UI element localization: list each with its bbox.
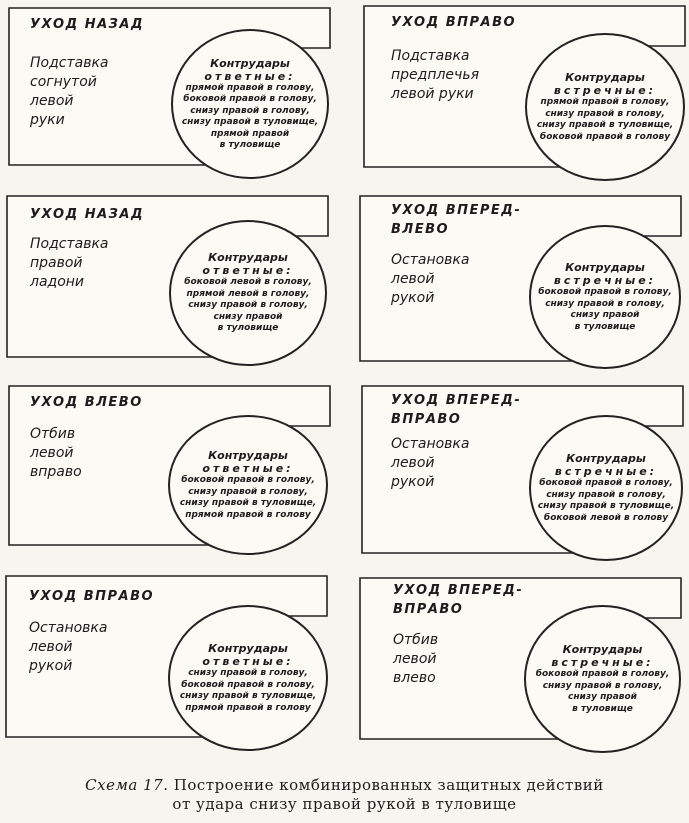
caption-text-2: от удара снизу правой рукой в туловище [172, 795, 517, 813]
counter-line: боковой правой в голову, [538, 287, 672, 297]
counter-type: ответные: [202, 264, 294, 278]
card-action: Подставка согнутой левой руки [30, 55, 109, 128]
scheme-card [8, 7, 338, 187]
counter-line: снизу правой в голову, [546, 489, 666, 500]
counter-line: боковой правой в голову, [535, 669, 670, 679]
counter-circle [171, 29, 329, 179]
counter-line: боковой левой в голову [543, 512, 669, 523]
counter-line: снизу правой [213, 311, 283, 322]
counter-line: снизу правой в голову, [190, 105, 310, 116]
counter-line: в туловище [574, 321, 636, 332]
counter-line: снизу правой в голову, [542, 680, 663, 691]
card-direction: УХОД ВЛЕВО [30, 395, 143, 410]
counter-line: снизу правой в голову, [545, 298, 665, 309]
counter-type: ответные: [204, 69, 296, 83]
card-action: Подставка предплечья левой руки [391, 48, 479, 102]
counter-line: прямой правой в голову [185, 702, 311, 713]
counter-circle [524, 605, 681, 753]
counter-line: боковой правой в голову, [539, 478, 673, 488]
counter-line: снизу правой в голову, [188, 486, 308, 497]
scheme-card [363, 5, 689, 185]
scheme-card [361, 385, 689, 565]
counter-line: боковой правой в голову, [181, 679, 315, 690]
counter-line: боковой правой в голову, [183, 94, 317, 104]
counter-circle [168, 415, 328, 555]
counter-title: Контрудары [565, 261, 645, 274]
card-direction: УХОД ВПЕРЕД- ВПРАВО [391, 393, 522, 427]
caption-text-1: Построение комбинированных защитных действий [173, 776, 604, 794]
caption-line-1 [0, 776, 689, 795]
counter-title: Контрудары [210, 56, 290, 70]
counter-line: боковой левой в голову, [184, 277, 312, 288]
card-action: Остановка левой рукой [391, 436, 470, 490]
counter-line: снизу правой в голову, [188, 668, 308, 678]
counter-line: снизу правой в туловище, [536, 120, 674, 130]
counter-line: прямой правой в голову [185, 509, 311, 520]
counter-line: в туловище [219, 140, 281, 150]
counter-line: снизу правой в туловище, [179, 498, 317, 508]
scheme-card [5, 575, 335, 755]
counter-type: ответные: [202, 655, 294, 668]
caption-label: Схема 17. [85, 776, 169, 794]
scheme-card [6, 195, 336, 375]
counter-type: встречные: [553, 274, 657, 287]
card-action: Остановка левой рукой [391, 252, 470, 306]
counter-line: снизу правой [567, 692, 637, 702]
counter-circle [169, 220, 327, 366]
counter-line: боковой правой в голову [539, 131, 671, 142]
counter-line: снизу правой в голову, [188, 300, 308, 311]
card-direction: УХОД НАЗАД [30, 207, 145, 222]
scheme-card [359, 195, 689, 375]
counter-title: Контрудары [565, 71, 645, 84]
counter-line: боковой правой в голову, [181, 475, 315, 485]
counter-line: в туловище [217, 323, 279, 334]
counter-line: снизу правой в голову, [545, 108, 665, 119]
counter-line: прямой левой в голову, [186, 288, 310, 299]
counter-line: снизу правой в туловище, [179, 691, 317, 701]
counter-line: прямой правой [210, 128, 290, 139]
scheme-card [8, 385, 338, 565]
counter-title: Контрудары [208, 642, 288, 655]
counter-line: снизу правой [570, 310, 640, 320]
figure-caption [0, 776, 689, 814]
counter-circle [525, 33, 685, 181]
counter-title: Контрудары [208, 449, 288, 462]
counter-line: прямой правой в голову, [185, 82, 315, 93]
counter-type: встречные: [551, 656, 654, 669]
card-action: Отбив левой вправо [30, 426, 82, 480]
counter-line: в туловище [572, 703, 633, 714]
counter-line: прямой правой в голову, [540, 97, 670, 107]
card-action: Отбив левой влево [393, 632, 439, 686]
counter-line: снизу правой в туловище, [181, 117, 319, 127]
card-direction: УХОД ВПЕРЕД- ВЛЕВО [391, 203, 522, 237]
counter-circle [168, 605, 328, 751]
counter-type: встречные: [553, 84, 657, 97]
counter-title: Контрудары [208, 251, 288, 265]
card-direction: УХОД ВПЕРЕД- ВПРАВО [393, 583, 524, 617]
counter-line: снизу правой в туловище, [537, 501, 675, 511]
counter-circle [529, 225, 681, 369]
card-direction: УХОД НАЗАД [30, 17, 145, 32]
card-direction: УХОД ВПРАВО [29, 589, 155, 604]
card-action: Остановка левой рукой [29, 620, 108, 674]
counter-title: Контрудары [566, 452, 646, 465]
counter-type: ответные: [202, 462, 294, 475]
card-direction: УХОД ВПРАВО [391, 15, 517, 30]
card-action: Подставка правой ладони [30, 236, 109, 290]
counter-circle [529, 415, 683, 561]
counter-type: встречные: [554, 465, 658, 478]
counter-title: Контрудары [562, 643, 643, 656]
scheme-card [359, 577, 689, 757]
